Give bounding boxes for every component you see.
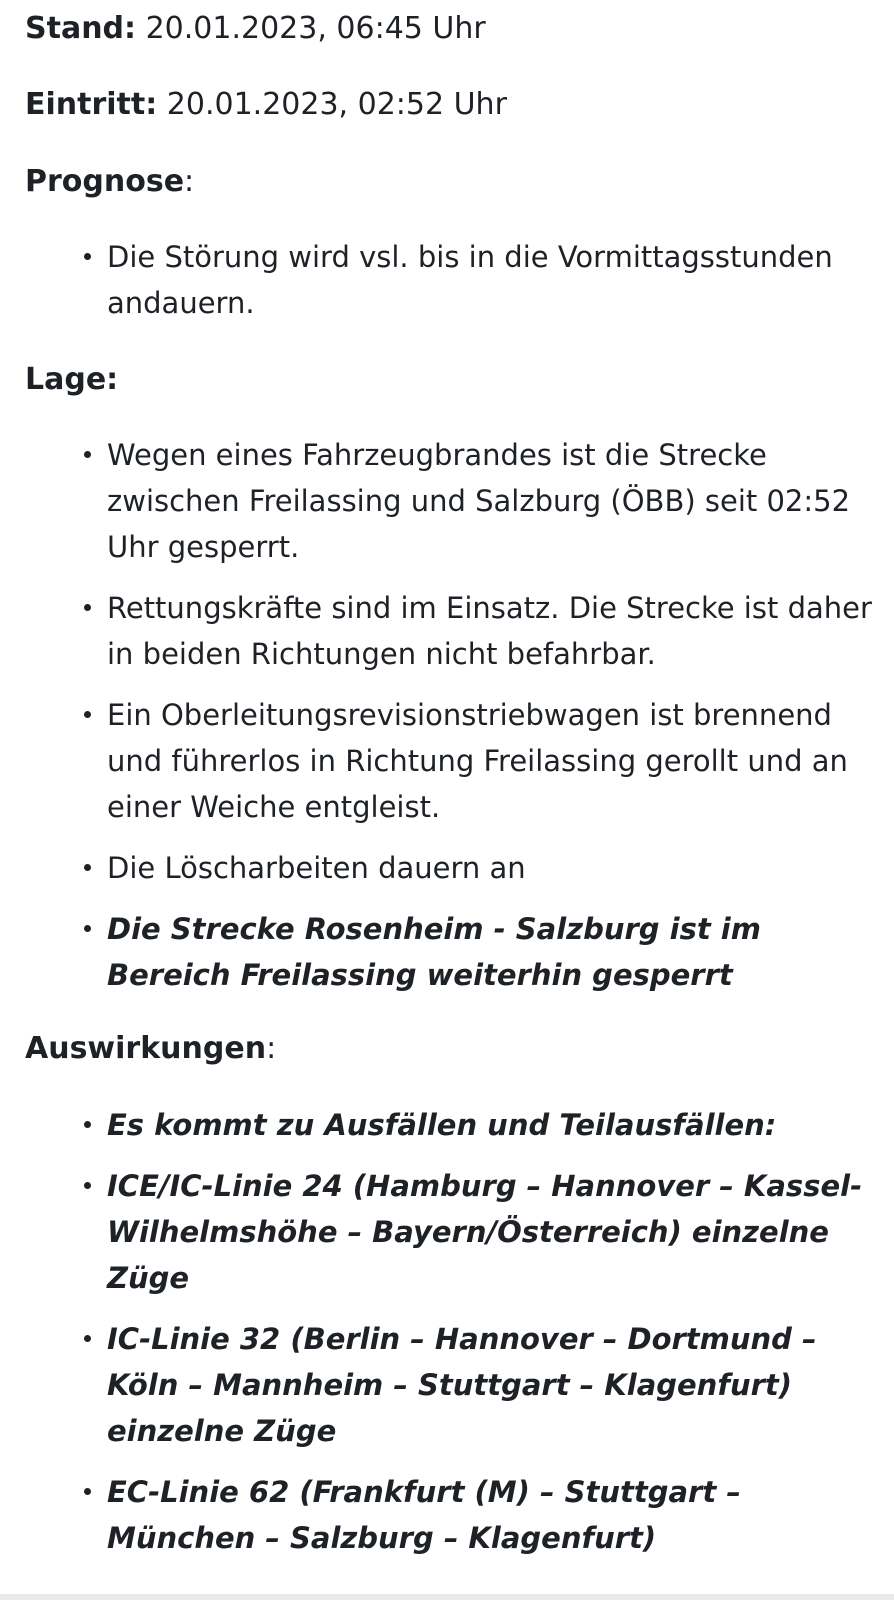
bullet-icon — [84, 604, 91, 611]
bottom-divider — [0, 1594, 894, 1600]
bullet-icon — [84, 253, 91, 260]
list-item — [82, 1163, 872, 1301]
lage-heading — [25, 357, 118, 403]
auswirkungen-item-text: Es kommt zu Ausfällen und Teilausfällen: — [107, 1108, 777, 1142]
list-item — [82, 234, 872, 326]
auswirkungen-item-text: ICE/IC-Linie 24 (Hamburg – Hannover – Kassel-Wilhelmshöhe – Bayern/Österreich) einzelne Züge — [107, 1169, 863, 1295]
prognose-list — [82, 234, 872, 341]
prognose-heading — [25, 159, 194, 205]
lage-item-text: Rettungskräfte sind im Einsatz. Die Strecke ist daher in beiden Richtungen nicht befahrbar. — [107, 591, 872, 671]
list-item — [82, 906, 872, 998]
lage-item-text: Die Löscharbeiten dauern an — [107, 851, 526, 885]
stand-line — [25, 6, 486, 52]
lage-item-text: Ein Oberleitungsrevisionstriebwagen ist brennend und führerlos in Richtung Freilassing gerollt und an einer Weiche entgleist. — [107, 698, 848, 824]
auswirkungen-list — [82, 1102, 872, 1576]
lage-item-text: Die Strecke Rosenheim - Salzburg ist im Bereich Freilassing weiterhin gesperrt — [107, 912, 761, 992]
list-item — [82, 432, 872, 570]
list-item — [82, 1102, 872, 1148]
lage-item-text: Wegen eines Fahrzeugbrandes ist die Strecke zwischen Freilassing und Salzburg (ÖBB) seit 02:52 Uhr gesperrt. — [107, 438, 851, 564]
bullet-icon — [84, 711, 91, 718]
bullet-icon — [84, 925, 91, 932]
eintritt-label: Eintritt: — [25, 87, 158, 122]
auswirkungen-colon: : — [266, 1031, 277, 1066]
bullet-icon — [84, 1335, 91, 1342]
stand-label: Stand: — [25, 11, 137, 46]
list-item — [82, 1469, 872, 1561]
auswirkungen-item-text: IC-Linie 32 (Berlin – Hannover – Dortmund – Köln – Mannheim – Stuttgart – Klagenfurt) einzelne Züge — [107, 1322, 817, 1448]
list-item — [82, 1316, 872, 1454]
prognose-label: Prognose — [25, 164, 185, 199]
list-item — [82, 692, 872, 830]
list-item — [82, 585, 872, 677]
bullet-icon — [84, 1121, 91, 1128]
prognose-colon: : — [184, 164, 195, 199]
bullet-icon — [84, 451, 91, 458]
lage-label: Lage: — [25, 362, 119, 397]
bullet-icon — [84, 1488, 91, 1495]
eintritt-line — [25, 82, 507, 128]
bullet-icon — [84, 1182, 91, 1189]
bullet-icon — [84, 864, 91, 871]
list-item — [82, 845, 872, 891]
eintritt-value: 20.01.2023, 02:52 Uhr — [157, 87, 507, 122]
lage-list — [82, 432, 872, 1013]
auswirkungen-heading — [25, 1026, 276, 1072]
stand-value: 20.01.2023, 06:45 Uhr — [136, 11, 486, 46]
prognose-item-text: Die Störung wird vsl. bis in die Vormittagsstunden andauern. — [107, 240, 833, 320]
auswirkungen-label: Auswirkungen — [25, 1031, 267, 1066]
auswirkungen-item-text: EC-Linie 62 (Frankfurt (M) – Stuttgart – München – Salzburg – Klagenfurt) — [107, 1475, 741, 1555]
